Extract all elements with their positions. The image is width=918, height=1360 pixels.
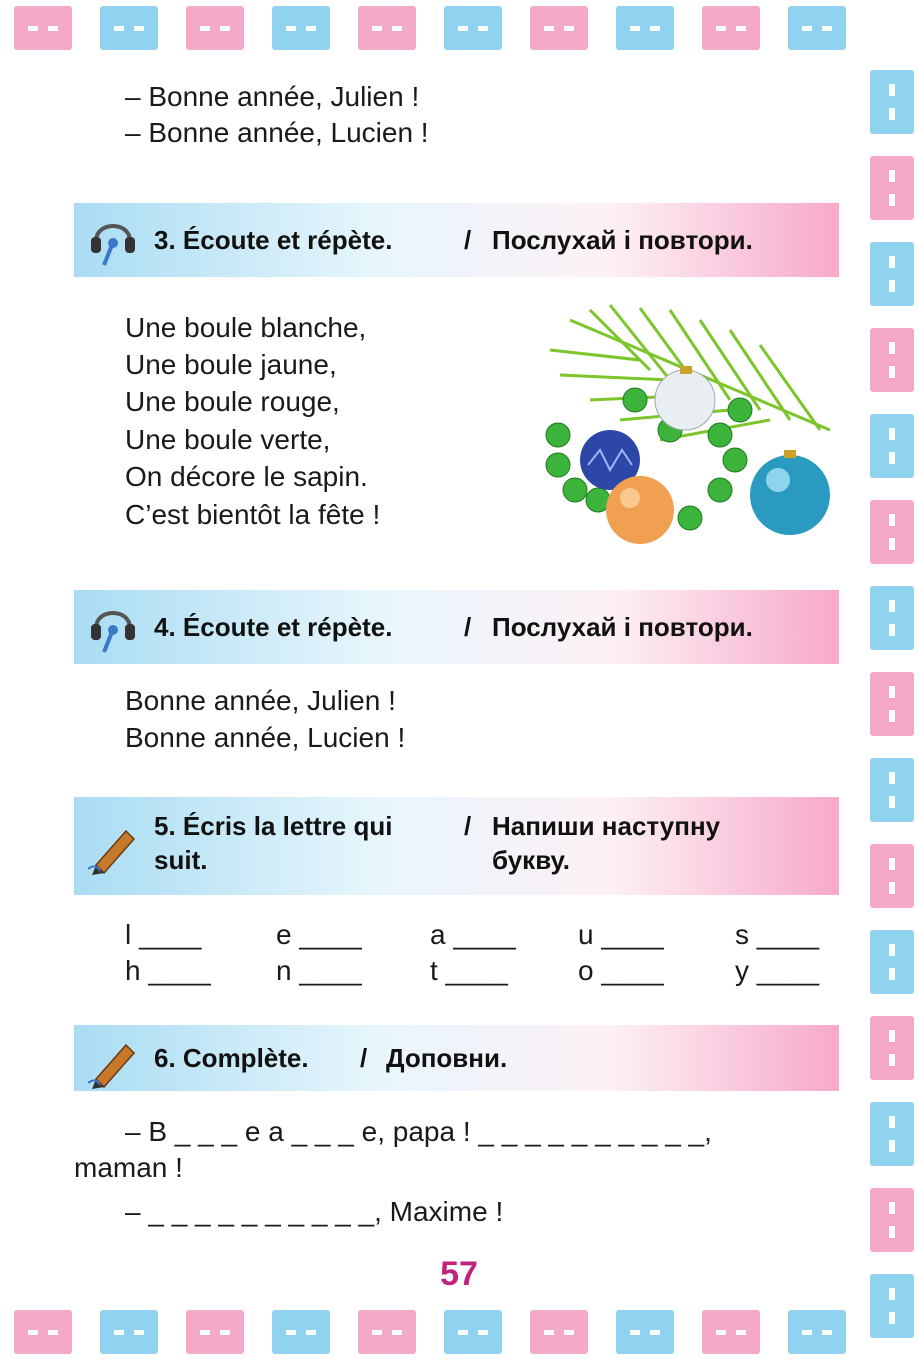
letter-blank: e ____ (276, 919, 362, 950)
poem-line: Une boule jaune, (125, 349, 337, 380)
headphones-microphone-icon (86, 598, 140, 656)
fill-in-line: – _ _ _ _ _ _ _ _ _ _, Maxime ! (125, 1196, 504, 1227)
border-tile (272, 6, 330, 50)
border-tile (870, 1102, 914, 1166)
border-tile (14, 1310, 72, 1354)
exercise-4-line: Bonne année, Lucien ! (125, 722, 406, 753)
title-separator: / (464, 811, 472, 841)
exercise-title-fr: 3. Écoute et répète. (154, 225, 393, 255)
border-tile (100, 6, 158, 50)
letter-blank: o ____ (578, 955, 664, 986)
border-tile (870, 758, 914, 822)
exercise-title-fr: suit. (154, 845, 208, 875)
exercise-6-header (74, 1025, 839, 1091)
border-tile (870, 1188, 914, 1252)
poem-line: C’est bientôt la fête ! (125, 499, 381, 530)
border-tile (702, 6, 760, 50)
dialog-line: – Bonne année, Lucien ! (125, 117, 429, 148)
exercise-title-fr: 6. Complète. (154, 1043, 309, 1073)
headphones-microphone-icon (86, 211, 140, 269)
border-tile (100, 1310, 158, 1354)
title-separator: / (360, 1043, 368, 1073)
exercise-4-line: Bonne année, Julien ! (125, 685, 396, 716)
exercise-4-header (74, 590, 839, 664)
exercise-title-fr: 5. Écris la lettre qui (154, 811, 393, 841)
top-border (0, 0, 918, 60)
christmas-ornaments-illustration (530, 300, 840, 555)
poem-line: Une boule rouge, (125, 386, 340, 417)
border-tile (616, 6, 674, 50)
letter-blank: h ____ (125, 955, 211, 986)
border-tile (702, 1310, 760, 1354)
pen-icon (86, 1031, 140, 1089)
border-tile (788, 6, 846, 50)
border-tile (186, 1310, 244, 1354)
border-tile (358, 1310, 416, 1354)
poem-line: On décore le sapin. (125, 461, 368, 492)
border-tile (870, 242, 914, 306)
exercise-5-header (74, 797, 839, 895)
title-separator: / (464, 225, 472, 255)
border-tile (870, 1016, 914, 1080)
border-tile (530, 6, 588, 50)
poem-line: Une boule verte, (125, 424, 331, 455)
border-tile (870, 844, 914, 908)
exercise-title-fr: 4. Écoute et répète. (154, 612, 393, 642)
letter-blank: l ____ (125, 919, 202, 950)
fill-in-line: – B _ _ _ e a _ _ _ e, papa ! _ _ _ _ _ _ _ _ _ _, (125, 1116, 712, 1147)
poem-line: Une boule blanche, (125, 312, 367, 343)
border-tile (870, 156, 914, 220)
exercise-title-uk: Напиши наступну (492, 811, 721, 841)
border-tile (870, 930, 914, 994)
border-tile (186, 6, 244, 50)
exercise-3-header (74, 203, 839, 277)
letter-blank: a ____ (430, 919, 516, 950)
exercise-title-uk: Доповни. (386, 1043, 508, 1073)
page-number: 57 (440, 1255, 478, 1293)
fill-in-line: maman ! (74, 1152, 183, 1183)
border-tile (870, 500, 914, 564)
letter-blank: u ____ (578, 919, 664, 950)
pen-icon (86, 817, 140, 875)
border-tile (870, 586, 914, 650)
letter-blank: n ____ (276, 955, 362, 986)
exercise-title-uk: букву. (492, 845, 570, 875)
border-tile (870, 672, 914, 736)
letter-blank: t ____ (430, 955, 508, 986)
border-tile (870, 328, 914, 392)
border-tile (358, 6, 416, 50)
border-tile (788, 1310, 846, 1354)
border-tile (272, 1310, 330, 1354)
exercise-title-uk: Послухай і повтори. (492, 225, 753, 255)
border-tile (530, 1310, 588, 1354)
title-separator: / (464, 612, 472, 642)
right-border (860, 0, 918, 1360)
letter-blank: y ____ (735, 955, 820, 986)
border-tile (444, 1310, 502, 1354)
dialog-line: – Bonne année, Julien ! (125, 81, 420, 112)
border-tile (870, 414, 914, 478)
border-tile (870, 70, 914, 134)
letter-blank: s ____ (735, 919, 820, 950)
border-tile (444, 6, 502, 50)
exercise-title-uk: Послухай і повтори. (492, 612, 753, 642)
border-tile (14, 6, 72, 50)
border-tile (616, 1310, 674, 1354)
bottom-border (0, 1300, 918, 1360)
